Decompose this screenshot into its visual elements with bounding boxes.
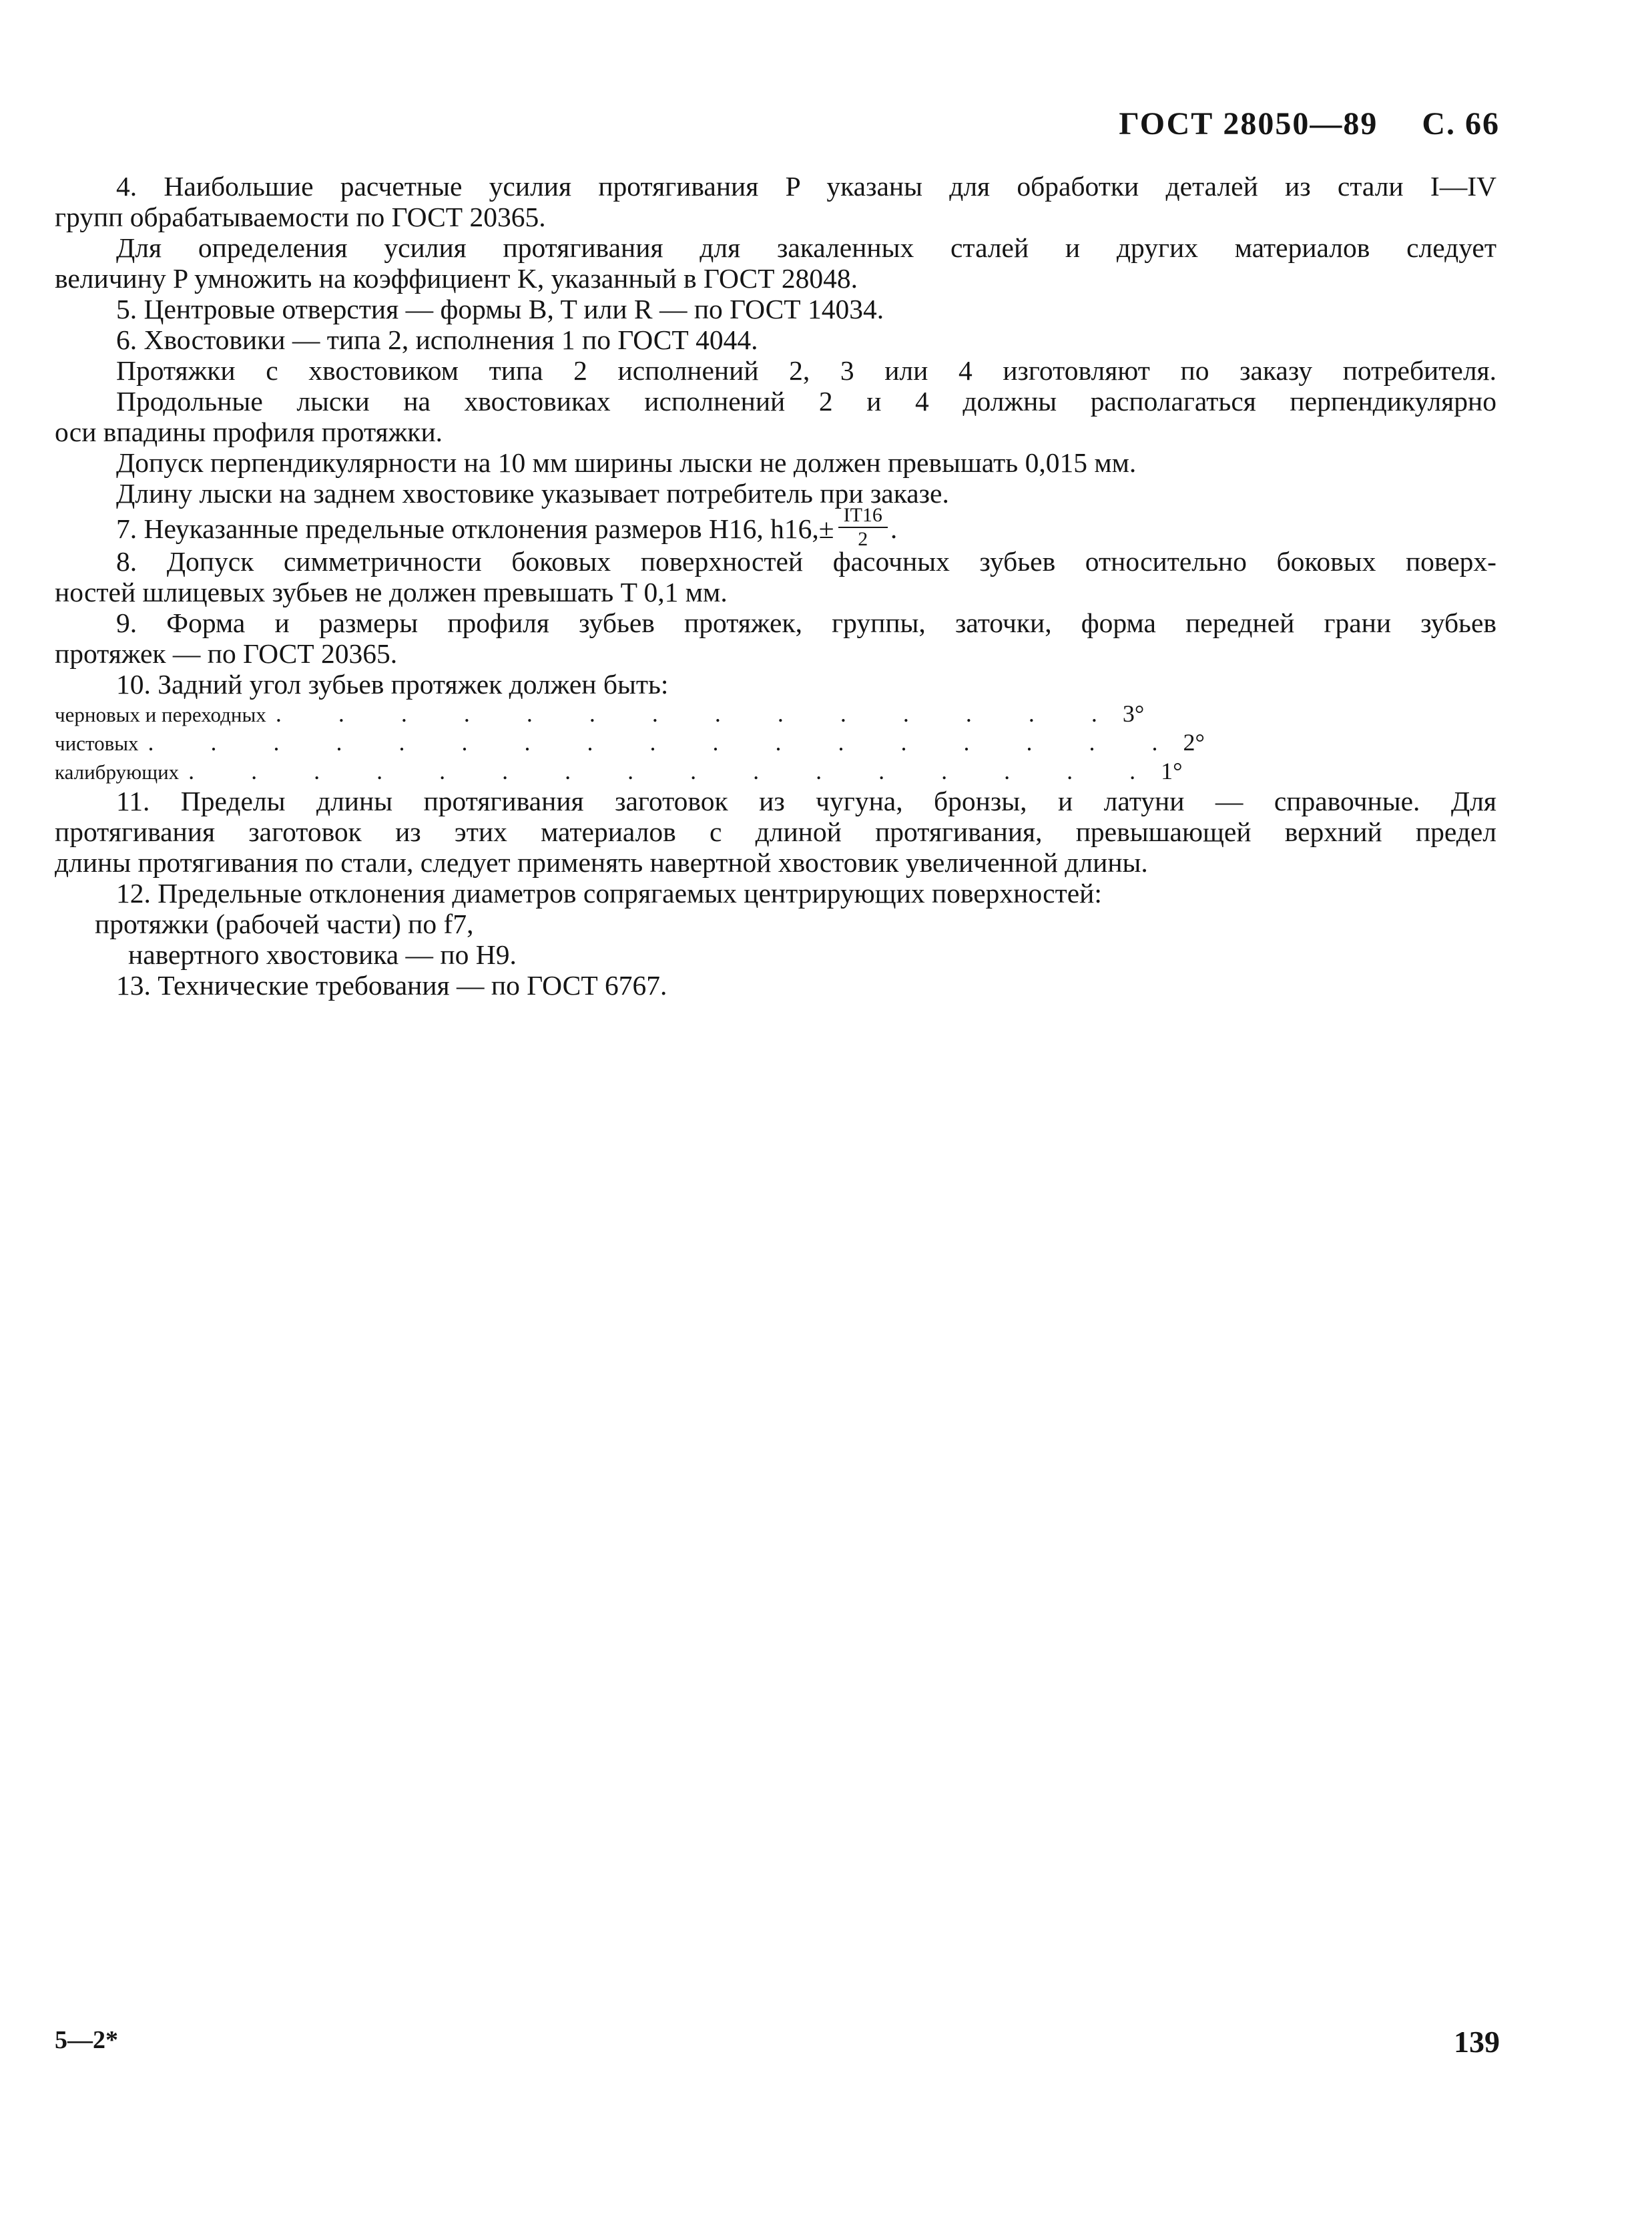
dot-leader: . . . . . . . . . . . . . . . .	[188, 758, 1161, 784]
fraction-denominator: 2	[858, 528, 868, 551]
item-5: 5. Центровые отверстия — формы B, T или R — по ГОСТ 14034.	[116, 294, 884, 324]
angle-row-value: 3°	[1122, 700, 1145, 727]
item-6-line-4: оси впадины профиля протяжки.	[55, 417, 443, 447]
angle-row-label: калибрующих	[55, 760, 180, 784]
angle-row-label: чистовых	[55, 732, 139, 755]
item-6-line-5: Допуск перпендикулярности на 10 мм ширины лыски не должен превышать 0,015 мм.	[116, 447, 1137, 478]
page-header	[1119, 105, 1500, 142]
item-8-line-1: 8. Допуск симметричности боковых поверхностей фасочных зубьев относительно боковых поверх-	[116, 546, 1496, 577]
angle-row	[55, 757, 1183, 786]
item-6-line-3: Продольные лыски на хвостовиках исполнений 2 и 4 должны располагаться перпендикулярно	[116, 386, 1496, 417]
item-13: 13. Технические требования — по ГОСТ 6767.	[116, 970, 667, 1001]
document-body	[55, 171, 1496, 1001]
angle-row-value: 1°	[1161, 758, 1183, 784]
item-8-line-2: ностей шлицевых зубьев не должен превышать T 0,1 мм.	[55, 577, 728, 607]
item-4-line-1: 4. Наибольшие расчетные усилия протягивания P указаны для обработки деталей из стали I—IV	[116, 171, 1496, 202]
fraction-it16	[838, 505, 888, 549]
item-4-line-3: Для определения усилия протягивания для закаленных сталей и других материалов следует	[116, 232, 1496, 263]
angle-row-value: 2°	[1183, 729, 1205, 756]
item-12-line-1: 12. Предельные отклонения диаметров сопрягаемых центрирующих поверхностей:	[116, 878, 1102, 909]
page-label: С. 66	[1422, 106, 1500, 142]
dot-leader: . . . . . . . . . . . . . .	[275, 700, 1123, 727]
item-6-line-6: Длину лыски на заднем хвостовике указывает потребитель при заказе.	[116, 478, 949, 509]
item-11-line-1: 11. Пределы длины протягивания заготовок из чугуна, бронзы, и латуни — справочные. Для	[116, 786, 1496, 816]
fraction-numerator: IT16	[838, 505, 888, 528]
item-10: 10. Задний угол зубьев протяжек должен быть:	[116, 669, 669, 700]
angle-row	[55, 700, 1145, 728]
item-7	[55, 504, 1496, 551]
page-number: 139	[1454, 2025, 1500, 2059]
item-6-line-1: 6. Хвостовики — типа 2, исполнения 1 по ГОСТ 4044.	[116, 324, 758, 355]
item-7-end: .	[890, 513, 898, 544]
standard-number: ГОСТ 28050—89	[1119, 106, 1378, 142]
item-6-line-2: Протяжки с хвостовиком типа 2 исполнений 2, 3 или 4 изготовляют по заказу потребителя.	[116, 355, 1496, 386]
item-11-line-3: длины протягивания по стали, следует применять навертной хвостовик увеличенной длины.	[55, 847, 1148, 878]
item-4-line-2: групп обрабатываемости по ГОСТ 20365.	[55, 202, 546, 232]
item-12-line-2: протяжки (рабочей части) по f7,	[95, 909, 474, 939]
item-7-text: 7. Неуказанные предельные отклонения размеров H16, h16,±	[116, 513, 834, 544]
item-4-line-4: величину P умножить на коэффициент K, указанный в ГОСТ 28048.	[55, 263, 858, 294]
printer-signature: 5—2*	[55, 2026, 118, 2054]
item-11-line-2: протягивания заготовок из этих материалов с длиной протягивания, превышающей верхний предел	[55, 816, 1496, 847]
item-12-line-3: навертного хвостовика — по H9.	[128, 939, 517, 970]
dot-leader: . . . . . . . . . . . . . . . . .	[148, 729, 1183, 756]
angle-row-label: черновых и переходных	[55, 703, 266, 726]
angle-row	[55, 728, 1205, 757]
item-9-line-2: протяжек — по ГОСТ 20365.	[55, 638, 398, 669]
item-9-line-1: 9. Форма и размеры профиля зубьев протяжек, группы, заточки, форма передней грани зубьев	[116, 607, 1496, 638]
